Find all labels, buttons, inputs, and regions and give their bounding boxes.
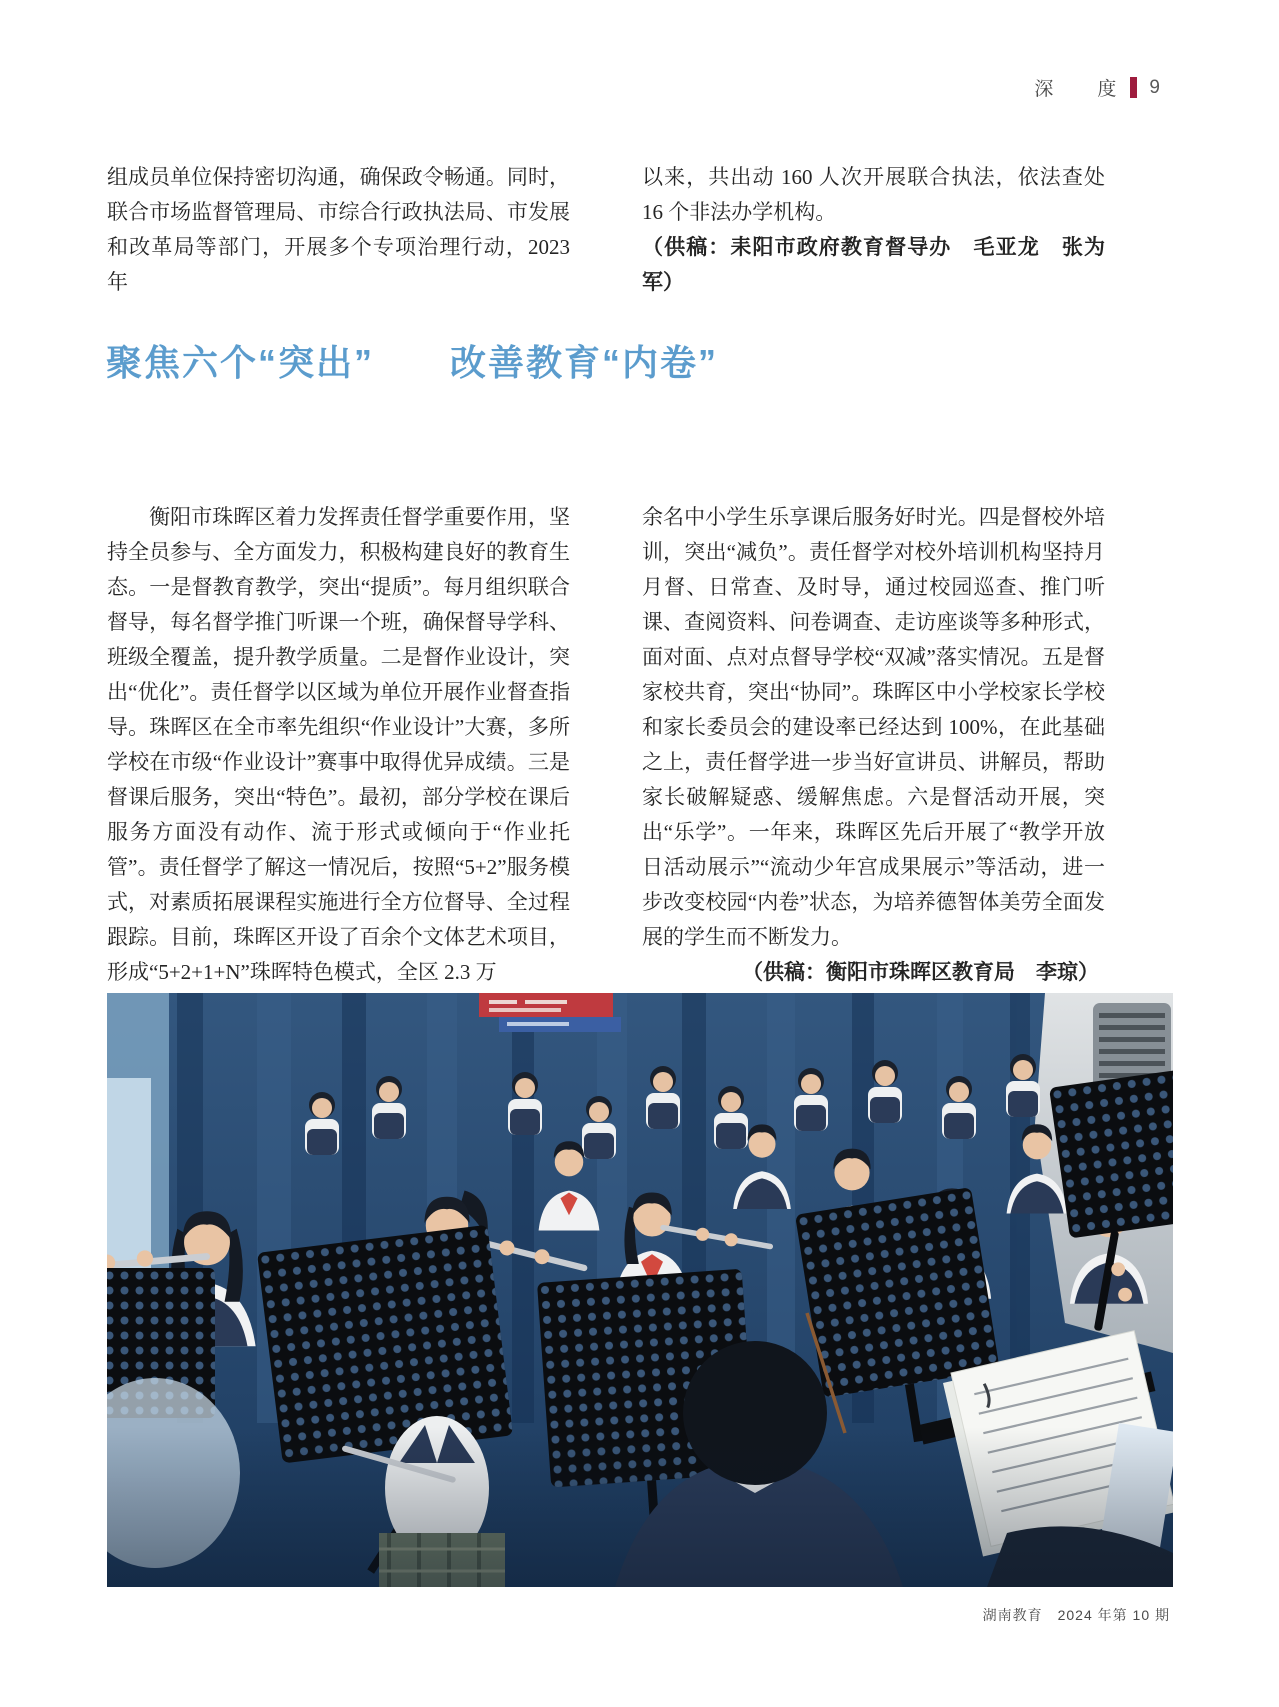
article-attribution: （供稿：衡阳市珠晖区教育局 李琼） [742, 960, 1099, 984]
article-column-left: 衡阳市珠晖区着力发挥责任督学重要作用，坚持全员参与、全方面发力，积极构建良好的教育生态。一是督教育教学，突出“提质”。每月组织联合督导，每名督学推门听课一个班，确保督导学科、班级全覆盖，提升教学质量。二是督作业设计，突出“优化”。责任督学以区域为单位开展作业督查指导。珠晖区在全市率先组织“作业设计”大赛，多所学校在市级“作业设计”赛事中取得优异成绩。三是督课后服务，突出“特色”。最初，部分学校在课后服务方面没有动作、流于形式或倾向于“作业托管”。责任督学了解这一情况后，按照“5+2”服务模式，对素质拓展课程实施进行全方位督导、全过程跟踪。目前，珠晖区开设了百余个文体艺术项目，形成“5+2+1+N”珠晖特色模式，全区 2.3 万 [107, 505, 570, 984]
section-label: 深 度 [1034, 79, 1119, 100]
page-header [1034, 74, 1160, 101]
music-stand [1049, 1069, 1173, 1238]
header-divider [1130, 77, 1137, 98]
prev-article-column-left: 组成员单位保持密切沟通，确保政令畅通。同时，联合市场监督管理局、市综合行政执法局、市发展和改革局等部门，开展多个专项治理行动，2023 年 [107, 165, 570, 294]
article-photo [107, 993, 1173, 1587]
stage-banner [479, 993, 621, 1032]
article-column-right [642, 500, 1105, 990]
prev-article-attribution: （供稿：耒阳市政府教育督导办 毛亚龙 张为军） [642, 235, 1105, 294]
orchestra-photo-illustration [107, 993, 1173, 1587]
article-title: 聚焦六个“突出” 改善教育“内卷” [106, 342, 719, 383]
article-text: 余名中小学生乐享课后服务好时光。四是督校外培训，突出“减负”。责任督学对校外培训机构坚持月月督、日常查、及时导，通过校园巡查、推门听课、查阅资料、问卷调查、走访座谈等多种形式，面对面、点对点督导学校“双减”落实情况。五是督家校共育，突出“协同”。珠晖区中小学校家长学校和家长委员会的建设率已经达到 100%，在此基础之上，责任督学进一步当好宣讲员、讲解员，帮助家长破解疑惑、缓解焦虑。六是督活动开展，突出“乐学”。一年来，珠晖区先后开展了“教学开放日活动展示”“流动少年宫成果展示”等活动，进一步改变校园“内卷”状态，为培养德智体美劳全面发展的学生而不断发力。 [642, 505, 1105, 949]
prev-article-text: 以来，共出动 160 人次开展联合执法，依法查处 16 个非法办学机构。 [642, 165, 1105, 224]
page-number: 9 [1149, 76, 1160, 98]
prev-article-column-right [642, 160, 1105, 300]
page-footer: 湖南教育 2024 年第 10 期 [982, 1607, 1170, 1623]
